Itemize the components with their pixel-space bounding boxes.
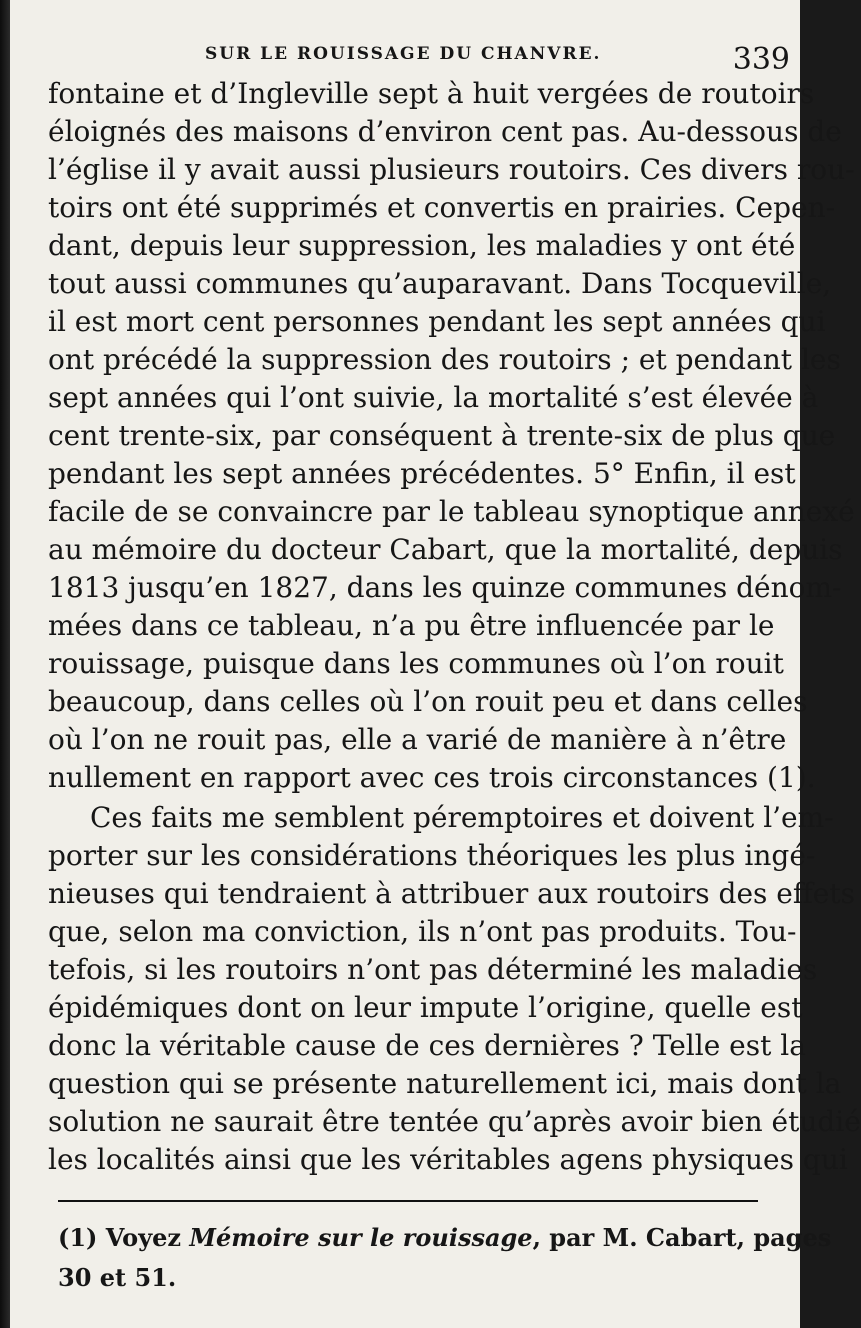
text-line: cent trente-six, par conséquent à trente-six de plus que <box>48 419 836 452</box>
text-line: l’église il y avait aussi plusieurs routoirs. Ces divers rou- <box>48 153 855 186</box>
text-line: sept années qui l’ont suivie, la mortalité s’est élevée à <box>48 381 819 414</box>
text-line: où l’on ne rouit pas, elle a varié de manière à n’être <box>48 723 787 756</box>
text-line: tout aussi communes qu’auparavant. Dans Tocqueville, <box>48 267 832 300</box>
footnote-text: , par M. Cabart, pages <box>532 1223 832 1252</box>
text-line: 1813 jusqu’en 1827, dans les quinze communes dénom- <box>48 571 842 604</box>
book-page <box>10 0 861 1328</box>
page-edge-shadow <box>0 0 10 1328</box>
text-line: il est mort cent personnes pendant les sept années qui <box>48 305 826 338</box>
text-line: porter sur les considérations théoriques les plus ingé- <box>48 839 816 872</box>
text-line: mées dans ce tableau, n’a pu être influencée par le <box>48 609 775 642</box>
text-line: que, selon ma conviction, ils n’ont pas produits. Tou- <box>48 915 797 948</box>
text-line: les localités ainsi que les véritables agens physiques qui <box>48 1143 848 1176</box>
text-line: éloignés des maisons d’environ cent pas. Au-dessous de <box>48 115 842 148</box>
text-line: donc la véritable cause de ces dernières ? Telle est la <box>48 1029 806 1062</box>
text-line: tefois, si les routoirs n’ont pas déterminé les maladies <box>48 953 818 986</box>
text-line: solution ne saurait être tentée qu’après avoir bien étudié <box>48 1105 861 1138</box>
footnote-title: Mémoire sur le rouissage <box>189 1223 533 1252</box>
paragraph-first-line: Ces faits me semblent péremptoires et doivent l’em- <box>90 801 834 834</box>
text-line: pendant les sept années précédentes. 5° Enfin, il est <box>48 457 796 490</box>
text-line: toirs ont été supprimés et convertis en prairies. Cepen- <box>48 191 836 224</box>
text-line: dant, depuis leur suppression, les maladies y ont été <box>48 229 796 262</box>
text-line: beaucoup, dans celles où l’on rouit peu et dans celles <box>48 685 808 718</box>
text-line: nullement en rapport avec ces trois circonstances (1). <box>48 761 816 794</box>
text-line: fontaine et d’Ingleville sept à huit vergées de routoirs <box>48 77 815 110</box>
text-line: question qui se présente naturellement ici, mais dont la <box>48 1067 842 1100</box>
text-line: nieuses qui tendraient à attribuer aux routoirs des effets <box>48 877 855 910</box>
page-number: 339 <box>732 42 790 77</box>
footnote-marker: (1) Voyez <box>58 1223 182 1252</box>
running-title: SUR LE ROUISSAGE DU CHANVRE. <box>205 44 602 64</box>
footnote-rule <box>58 1200 758 1202</box>
text-line: facile de se convaincre par le tableau synoptique annexé <box>48 495 855 528</box>
text-line: ont précédé la suppression des routoirs ; et pendant les <box>48 343 841 376</box>
text-line: rouissage, puisque dans les communes où l’on rouit <box>48 647 784 680</box>
text-line: au mémoire du docteur Cabart, que la mortalité, depuis <box>48 533 843 566</box>
footnote <box>58 1222 832 1254</box>
footnote-continuation: 30 et 51. <box>58 1263 177 1292</box>
text-line: épidémiques dont on leur impute l’origine, quelle est <box>48 991 803 1024</box>
